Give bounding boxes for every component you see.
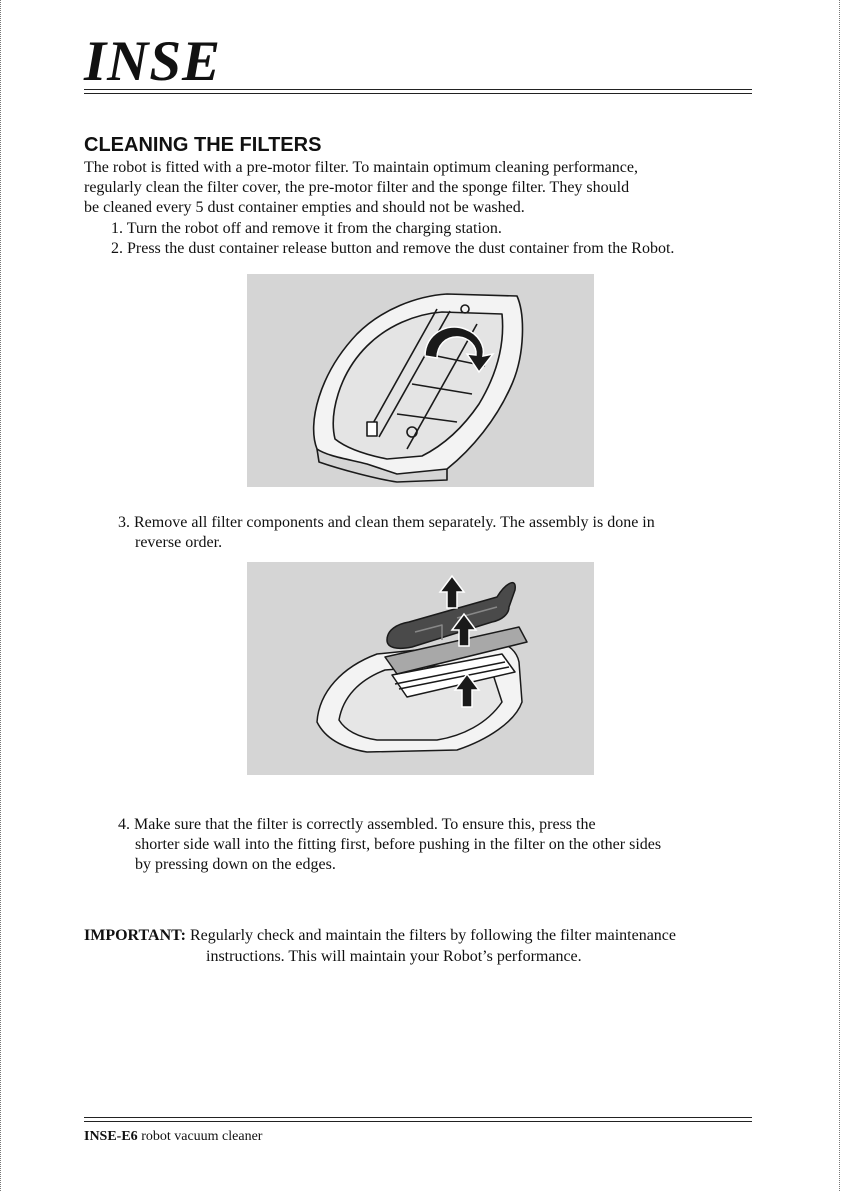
step-1: 1. Turn the robot off and remove it from the charging station.: [111, 220, 502, 237]
step-4-line-3: by pressing down on the edges.: [135, 856, 336, 873]
footer-rule-top: [84, 1117, 752, 1118]
footer: [84, 1129, 262, 1145]
up-arrow-icon: [440, 576, 464, 608]
brand-logo: INSE: [84, 30, 222, 93]
intro-line-1: The robot is fitted with a pre-motor filter. To maintain optimum cleaning performance,: [84, 159, 638, 176]
step-2: 2. Press the dust container release button and remove the dust container from the Robot.: [111, 240, 675, 257]
section-title: CLEANING THE FILTERS: [84, 134, 322, 156]
important-line-1: Regularly check and maintain the filters by following the filter maintenance: [189, 927, 677, 944]
important-line-2: instructions. This will maintain your Robot’s performance.: [206, 948, 582, 965]
footer-text: robot vacuum cleaner: [141, 1129, 263, 1144]
step-4-line-1: 4. Make sure that the filter is correctly assembled. To ensure this, press the: [118, 816, 596, 833]
header-rule-top: [84, 89, 752, 90]
intro-line-3: be cleaned every 5 dust container empties and should not be washed.: [84, 199, 525, 216]
important-note: [84, 925, 676, 967]
step-4-line-2: shorter side wall into the fitting first, before pushing in the filter on the other sides: [135, 836, 662, 853]
intro-line-2: regularly clean the filter cover, the pre-motor filter and the sponge filter. They should: [84, 179, 630, 196]
dust-container-illustration: [247, 274, 594, 487]
step-3-line-2: reverse order.: [135, 534, 223, 551]
figure-filter-components: [247, 562, 594, 775]
step-3-line-1: 3. Remove all filter components and clean them separately. The assembly is done in: [118, 514, 655, 531]
page-border-left: [0, 0, 1, 1191]
header-rule-bottom: [84, 93, 752, 94]
important-label: IMPORTANT:: [84, 927, 186, 944]
page-border-right: [839, 0, 840, 1191]
footer-rule-bottom: [84, 1121, 752, 1122]
filter-components-illustration: [247, 562, 594, 775]
footer-model: INSE-E6: [84, 1129, 138, 1144]
figure-dust-container: [247, 274, 594, 487]
